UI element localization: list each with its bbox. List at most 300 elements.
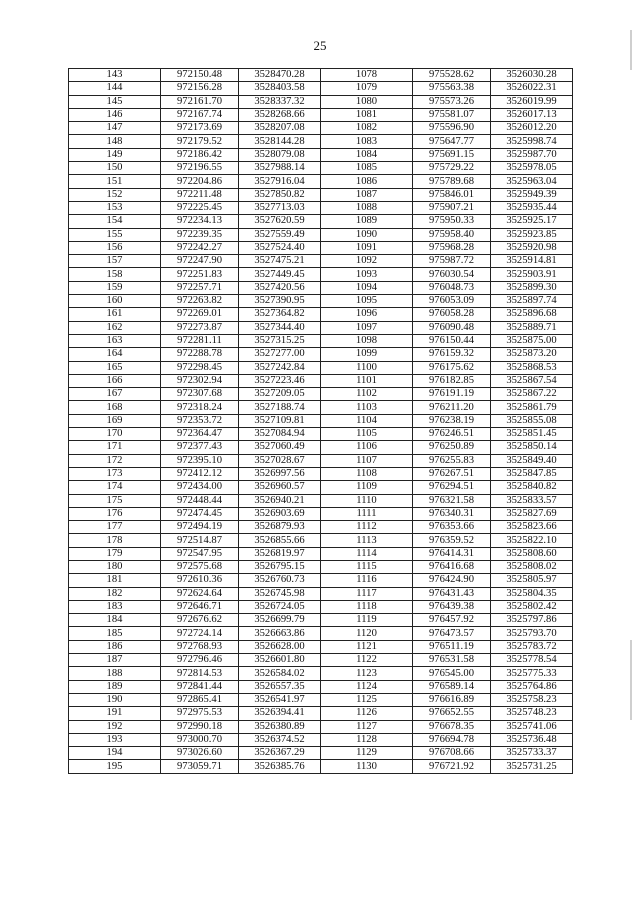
- point-number-right: 1109: [321, 481, 413, 494]
- y-coordinate-right: 3525804.35: [491, 587, 573, 600]
- y-coordinate-right: 3525827.69: [491, 507, 573, 520]
- point-number-right: 1124: [321, 680, 413, 693]
- x-coordinate-left: 972514.87: [161, 534, 239, 547]
- point-number-left: 190: [69, 693, 161, 706]
- y-coordinate-right: 3525867.22: [491, 388, 573, 401]
- y-coordinate-left: 3526699.79: [239, 614, 321, 627]
- y-coordinate-right: 3525998.74: [491, 135, 573, 148]
- x-coordinate-left: 972353.72: [161, 414, 239, 427]
- x-coordinate-left: 972646.71: [161, 600, 239, 613]
- x-coordinate-right: 975729.22: [413, 162, 491, 175]
- point-number-left: 145: [69, 95, 161, 108]
- y-coordinate-right: 3525914.81: [491, 255, 573, 268]
- y-coordinate-right: 3525889.71: [491, 321, 573, 334]
- point-number-left: 160: [69, 295, 161, 308]
- point-number-right: 1130: [321, 760, 413, 773]
- x-coordinate-left: 972676.62: [161, 614, 239, 627]
- x-coordinate-right: 975846.01: [413, 188, 491, 201]
- point-number-left: 170: [69, 428, 161, 441]
- point-number-left: 151: [69, 175, 161, 188]
- point-number-left: 194: [69, 747, 161, 760]
- point-number-left: 149: [69, 148, 161, 161]
- y-coordinate-right: 3526019.99: [491, 95, 573, 108]
- point-number-right: 1128: [321, 733, 413, 746]
- y-coordinate-right: 3525731.25: [491, 760, 573, 773]
- x-coordinate-left: 972234.13: [161, 215, 239, 228]
- point-number-right: 1101: [321, 374, 413, 387]
- x-coordinate-left: 973026.60: [161, 747, 239, 760]
- x-coordinate-right: 976250.89: [413, 441, 491, 454]
- y-coordinate-right: 3525793.70: [491, 627, 573, 640]
- point-number-right: 1094: [321, 281, 413, 294]
- table-row: [69, 228, 573, 241]
- point-number-left: 193: [69, 733, 161, 746]
- x-coordinate-left: 972269.01: [161, 308, 239, 321]
- table-row: [69, 547, 573, 560]
- point-number-right: 1082: [321, 122, 413, 135]
- x-coordinate-right: 976175.62: [413, 361, 491, 374]
- y-coordinate-left: 3527277.00: [239, 348, 321, 361]
- x-coordinate-right: 976053.09: [413, 295, 491, 308]
- x-coordinate-left: 972288.78: [161, 348, 239, 361]
- y-coordinate-right: 3525850.14: [491, 441, 573, 454]
- x-coordinate-right: 976473.57: [413, 627, 491, 640]
- y-coordinate-right: 3525741.06: [491, 720, 573, 733]
- point-number-left: 195: [69, 760, 161, 773]
- x-coordinate-left: 972318.24: [161, 401, 239, 414]
- x-coordinate-left: 972211.48: [161, 188, 239, 201]
- y-coordinate-left: 3526795.15: [239, 560, 321, 573]
- table-row: [69, 268, 573, 281]
- x-coordinate-left: 972173.69: [161, 122, 239, 135]
- table-row: [69, 733, 573, 746]
- table-row: [69, 640, 573, 653]
- table-row: [69, 693, 573, 706]
- point-number-right: 1086: [321, 175, 413, 188]
- y-coordinate-right: 3525903.91: [491, 268, 573, 281]
- point-number-left: 188: [69, 667, 161, 680]
- scan-margin-mark: [630, 640, 632, 720]
- x-coordinate-right: 976191.19: [413, 388, 491, 401]
- x-coordinate-right: 975789.68: [413, 175, 491, 188]
- table-row: [69, 467, 573, 480]
- table-row: [69, 162, 573, 175]
- point-number-right: 1117: [321, 587, 413, 600]
- x-coordinate-right: 976255.83: [413, 454, 491, 467]
- x-coordinate-left: 972841.44: [161, 680, 239, 693]
- point-number-right: 1104: [321, 414, 413, 427]
- x-coordinate-left: 972156.28: [161, 82, 239, 95]
- x-coordinate-right: 976267.51: [413, 467, 491, 480]
- point-number-right: 1110: [321, 494, 413, 507]
- x-coordinate-left: 972225.45: [161, 201, 239, 214]
- y-coordinate-left: 3527449.45: [239, 268, 321, 281]
- table-row: [69, 614, 573, 627]
- point-number-left: 161: [69, 308, 161, 321]
- point-number-right: 1083: [321, 135, 413, 148]
- point-number-left: 185: [69, 627, 161, 640]
- y-coordinate-left: 3527209.05: [239, 388, 321, 401]
- table-row: [69, 654, 573, 667]
- y-coordinate-right: 3525925.17: [491, 215, 573, 228]
- y-coordinate-left: 3527850.82: [239, 188, 321, 201]
- x-coordinate-right: 975958.40: [413, 228, 491, 241]
- y-coordinate-right: 3525802.42: [491, 600, 573, 613]
- point-number-left: 187: [69, 654, 161, 667]
- point-number-right: 1113: [321, 534, 413, 547]
- x-coordinate-right: 976294.51: [413, 481, 491, 494]
- x-coordinate-right: 976090.48: [413, 321, 491, 334]
- x-coordinate-right: 976340.31: [413, 507, 491, 520]
- y-coordinate-left: 3527390.95: [239, 295, 321, 308]
- point-number-left: 189: [69, 680, 161, 693]
- x-coordinate-right: 975596.90: [413, 122, 491, 135]
- point-number-left: 147: [69, 122, 161, 135]
- table-row: [69, 414, 573, 427]
- point-number-left: 162: [69, 321, 161, 334]
- point-number-right: 1102: [321, 388, 413, 401]
- y-coordinate-right: 3525840.82: [491, 481, 573, 494]
- point-number-left: 159: [69, 281, 161, 294]
- point-number-left: 178: [69, 534, 161, 547]
- x-coordinate-right: 976424.90: [413, 574, 491, 587]
- point-number-left: 150: [69, 162, 161, 175]
- x-coordinate-left: 972724.14: [161, 627, 239, 640]
- table-row: [69, 401, 573, 414]
- table-row: [69, 680, 573, 693]
- point-number-right: 1118: [321, 600, 413, 613]
- table-row: [69, 494, 573, 507]
- x-coordinate-right: 976321.58: [413, 494, 491, 507]
- point-number-right: 1121: [321, 640, 413, 653]
- x-coordinate-right: 976353.66: [413, 521, 491, 534]
- point-number-right: 1096: [321, 308, 413, 321]
- x-coordinate-right: 976211.20: [413, 401, 491, 414]
- x-coordinate-right: 975528.62: [413, 69, 491, 82]
- y-coordinate-right: 3525833.57: [491, 494, 573, 507]
- y-coordinate-left: 3527223.46: [239, 374, 321, 387]
- table-row: [69, 747, 573, 760]
- table-row: [69, 627, 573, 640]
- y-coordinate-right: 3525875.00: [491, 334, 573, 347]
- x-coordinate-left: 972307.68: [161, 388, 239, 401]
- point-number-left: 173: [69, 467, 161, 480]
- y-coordinate-left: 3526879.93: [239, 521, 321, 534]
- scan-margin-mark: [630, 30, 632, 70]
- y-coordinate-right: 3525849.40: [491, 454, 573, 467]
- y-coordinate-left: 3526960.57: [239, 481, 321, 494]
- y-coordinate-left: 3526367.29: [239, 747, 321, 760]
- y-coordinate-right: 3525758.23: [491, 693, 573, 706]
- point-number-right: 1120: [321, 627, 413, 640]
- x-coordinate-right: 976416.68: [413, 560, 491, 573]
- y-coordinate-right: 3526022.31: [491, 82, 573, 95]
- x-coordinate-left: 972865.41: [161, 693, 239, 706]
- x-coordinate-left: 972364.47: [161, 428, 239, 441]
- table-row: [69, 135, 573, 148]
- y-coordinate-right: 3525899.30: [491, 281, 573, 294]
- x-coordinate-right: 976246.51: [413, 428, 491, 441]
- x-coordinate-right: 975573.26: [413, 95, 491, 108]
- point-number-right: 1078: [321, 69, 413, 82]
- y-coordinate-left: 3526380.89: [239, 720, 321, 733]
- x-coordinate-left: 972186.42: [161, 148, 239, 161]
- point-number-left: 143: [69, 69, 161, 82]
- x-coordinate-left: 972251.83: [161, 268, 239, 281]
- point-number-left: 158: [69, 268, 161, 281]
- point-number-left: 179: [69, 547, 161, 560]
- y-coordinate-left: 3526724.05: [239, 600, 321, 613]
- x-coordinate-right: 976238.19: [413, 414, 491, 427]
- y-coordinate-left: 3528337.32: [239, 95, 321, 108]
- point-number-right: 1088: [321, 201, 413, 214]
- y-coordinate-right: 3525822.10: [491, 534, 573, 547]
- y-coordinate-right: 3525783.72: [491, 640, 573, 653]
- point-number-right: 1107: [321, 454, 413, 467]
- point-number-right: 1092: [321, 255, 413, 268]
- point-number-right: 1090: [321, 228, 413, 241]
- y-coordinate-right: 3525775.33: [491, 667, 573, 680]
- y-coordinate-left: 3528403.58: [239, 82, 321, 95]
- y-coordinate-right: 3525896.68: [491, 308, 573, 321]
- point-number-right: 1103: [321, 401, 413, 414]
- y-coordinate-right: 3526030.28: [491, 69, 573, 82]
- coordinates-table: [68, 68, 573, 774]
- point-number-right: 1079: [321, 82, 413, 95]
- y-coordinate-left: 3526663.86: [239, 627, 321, 640]
- x-coordinate-right: 976708.66: [413, 747, 491, 760]
- coordinates-table-body: [69, 69, 573, 774]
- x-coordinate-right: 975950.33: [413, 215, 491, 228]
- y-coordinate-right: 3525797.86: [491, 614, 573, 627]
- table-row: [69, 361, 573, 374]
- y-coordinate-right: 3525935.44: [491, 201, 573, 214]
- x-coordinate-left: 972448.44: [161, 494, 239, 507]
- table-row: [69, 321, 573, 334]
- table-row: [69, 667, 573, 680]
- y-coordinate-left: 3526557.35: [239, 680, 321, 693]
- y-coordinate-right: 3525897.74: [491, 295, 573, 308]
- point-number-left: 152: [69, 188, 161, 201]
- y-coordinate-left: 3527988.14: [239, 162, 321, 175]
- table-row: [69, 428, 573, 441]
- point-number-right: 1098: [321, 334, 413, 347]
- x-coordinate-right: 976531.58: [413, 654, 491, 667]
- table-row: [69, 507, 573, 520]
- x-coordinate-left: 972302.94: [161, 374, 239, 387]
- table-row: [69, 574, 573, 587]
- point-number-right: 1084: [321, 148, 413, 161]
- x-coordinate-left: 972610.36: [161, 574, 239, 587]
- table-row: [69, 215, 573, 228]
- x-coordinate-right: 976589.14: [413, 680, 491, 693]
- y-coordinate-left: 3527420.56: [239, 281, 321, 294]
- y-coordinate-right: 3525823.66: [491, 521, 573, 534]
- point-number-left: 174: [69, 481, 161, 494]
- table-row: [69, 334, 573, 347]
- table-row: [69, 600, 573, 613]
- point-number-left: 154: [69, 215, 161, 228]
- x-coordinate-left: 972239.35: [161, 228, 239, 241]
- table-row: [69, 760, 573, 773]
- point-number-right: 1127: [321, 720, 413, 733]
- x-coordinate-left: 972796.46: [161, 654, 239, 667]
- y-coordinate-right: 3525923.85: [491, 228, 573, 241]
- y-coordinate-left: 3526584.02: [239, 667, 321, 680]
- point-number-left: 148: [69, 135, 161, 148]
- x-coordinate-right: 976721.92: [413, 760, 491, 773]
- x-coordinate-right: 976048.73: [413, 281, 491, 294]
- point-number-right: 1093: [321, 268, 413, 281]
- point-number-left: 156: [69, 241, 161, 254]
- table-row: [69, 534, 573, 547]
- table-row: [69, 281, 573, 294]
- point-number-right: 1129: [321, 747, 413, 760]
- table-row: [69, 295, 573, 308]
- table-row: [69, 374, 573, 387]
- point-number-left: 165: [69, 361, 161, 374]
- table-row: [69, 108, 573, 121]
- y-coordinate-left: 3527620.59: [239, 215, 321, 228]
- y-coordinate-left: 3526374.52: [239, 733, 321, 746]
- table-row: [69, 707, 573, 720]
- table-row: [69, 481, 573, 494]
- x-coordinate-left: 972196.55: [161, 162, 239, 175]
- point-number-right: 1105: [321, 428, 413, 441]
- x-coordinate-right: 976652.55: [413, 707, 491, 720]
- x-coordinate-right: 976431.43: [413, 587, 491, 600]
- y-coordinate-left: 3527713.03: [239, 201, 321, 214]
- x-coordinate-right: 975907.21: [413, 201, 491, 214]
- table-row: [69, 95, 573, 108]
- point-number-right: 1099: [321, 348, 413, 361]
- y-coordinate-left: 3527344.40: [239, 321, 321, 334]
- point-number-left: 166: [69, 374, 161, 387]
- x-coordinate-right: 975581.07: [413, 108, 491, 121]
- x-coordinate-left: 972204.86: [161, 175, 239, 188]
- y-coordinate-left: 3527916.04: [239, 175, 321, 188]
- point-number-left: 184: [69, 614, 161, 627]
- x-coordinate-right: 976511.19: [413, 640, 491, 653]
- x-coordinate-right: 976159.32: [413, 348, 491, 361]
- y-coordinate-left: 3526601.80: [239, 654, 321, 667]
- x-coordinate-right: 976678.35: [413, 720, 491, 733]
- table-row: [69, 441, 573, 454]
- y-coordinate-right: 3525963.04: [491, 175, 573, 188]
- y-coordinate-left: 3526541.97: [239, 693, 321, 706]
- table-row: [69, 348, 573, 361]
- table-row: [69, 521, 573, 534]
- y-coordinate-left: 3528079.08: [239, 148, 321, 161]
- x-coordinate-left: 972242.27: [161, 241, 239, 254]
- y-coordinate-left: 3527315.25: [239, 334, 321, 347]
- x-coordinate-left: 973059.71: [161, 760, 239, 773]
- point-number-right: 1081: [321, 108, 413, 121]
- x-coordinate-left: 972434.00: [161, 481, 239, 494]
- table-row: [69, 587, 573, 600]
- y-coordinate-right: 3525987.70: [491, 148, 573, 161]
- table-row: [69, 122, 573, 135]
- y-coordinate-right: 3525855.08: [491, 414, 573, 427]
- table-row: [69, 308, 573, 321]
- x-coordinate-left: 972474.45: [161, 507, 239, 520]
- x-coordinate-left: 972257.71: [161, 281, 239, 294]
- point-number-right: 1116: [321, 574, 413, 587]
- y-coordinate-right: 3525748.23: [491, 707, 573, 720]
- y-coordinate-right: 3525949.39: [491, 188, 573, 201]
- y-coordinate-right: 3525736.48: [491, 733, 573, 746]
- point-number-left: 167: [69, 388, 161, 401]
- point-number-right: 1085: [321, 162, 413, 175]
- x-coordinate-left: 972990.18: [161, 720, 239, 733]
- y-coordinate-right: 3525978.05: [491, 162, 573, 175]
- point-number-left: 182: [69, 587, 161, 600]
- x-coordinate-right: 975691.15: [413, 148, 491, 161]
- point-number-right: 1123: [321, 667, 413, 680]
- point-number-left: 171: [69, 441, 161, 454]
- x-coordinate-left: 972263.82: [161, 295, 239, 308]
- point-number-left: 155: [69, 228, 161, 241]
- y-coordinate-right: 3525847.85: [491, 467, 573, 480]
- x-coordinate-left: 972298.45: [161, 361, 239, 374]
- x-coordinate-left: 973000.70: [161, 733, 239, 746]
- page-number: 25: [313, 38, 327, 53]
- point-number-left: 183: [69, 600, 161, 613]
- y-coordinate-left: 3527028.67: [239, 454, 321, 467]
- y-coordinate-left: 3527084.94: [239, 428, 321, 441]
- point-number-left: 180: [69, 560, 161, 573]
- y-coordinate-right: 3526012.20: [491, 122, 573, 135]
- x-coordinate-left: 972150.48: [161, 69, 239, 82]
- x-coordinate-right: 976030.54: [413, 268, 491, 281]
- x-coordinate-left: 972179.52: [161, 135, 239, 148]
- y-coordinate-left: 3526903.69: [239, 507, 321, 520]
- x-coordinate-right: 976414.31: [413, 547, 491, 560]
- point-number-right: 1100: [321, 361, 413, 374]
- x-coordinate-left: 972377.43: [161, 441, 239, 454]
- y-coordinate-right: 3525808.02: [491, 560, 573, 573]
- point-number-left: 157: [69, 255, 161, 268]
- table-row: [69, 560, 573, 573]
- point-number-right: 1089: [321, 215, 413, 228]
- x-coordinate-left: 972412.12: [161, 467, 239, 480]
- x-coordinate-right: 976182.85: [413, 374, 491, 387]
- point-number-left: 186: [69, 640, 161, 653]
- y-coordinate-right: 3525920.98: [491, 241, 573, 254]
- point-number-right: 1111: [321, 507, 413, 520]
- point-number-left: 146: [69, 108, 161, 121]
- x-coordinate-left: 972768.93: [161, 640, 239, 653]
- x-coordinate-right: 975987.72: [413, 255, 491, 268]
- y-coordinate-left: 3527475.21: [239, 255, 321, 268]
- y-coordinate-left: 3526819.97: [239, 547, 321, 560]
- point-number-right: 1097: [321, 321, 413, 334]
- point-number-left: 164: [69, 348, 161, 361]
- y-coordinate-left: 3528207.08: [239, 122, 321, 135]
- y-coordinate-left: 3526940.21: [239, 494, 321, 507]
- point-number-right: 1119: [321, 614, 413, 627]
- y-coordinate-right: 3526017.13: [491, 108, 573, 121]
- y-coordinate-left: 3528144.28: [239, 135, 321, 148]
- table-row: [69, 388, 573, 401]
- y-coordinate-right: 3525778.54: [491, 654, 573, 667]
- point-number-left: 144: [69, 82, 161, 95]
- y-coordinate-left: 3527109.81: [239, 414, 321, 427]
- x-coordinate-right: 976359.52: [413, 534, 491, 547]
- table-row: [69, 188, 573, 201]
- y-coordinate-left: 3528268.66: [239, 108, 321, 121]
- point-number-right: 1091: [321, 241, 413, 254]
